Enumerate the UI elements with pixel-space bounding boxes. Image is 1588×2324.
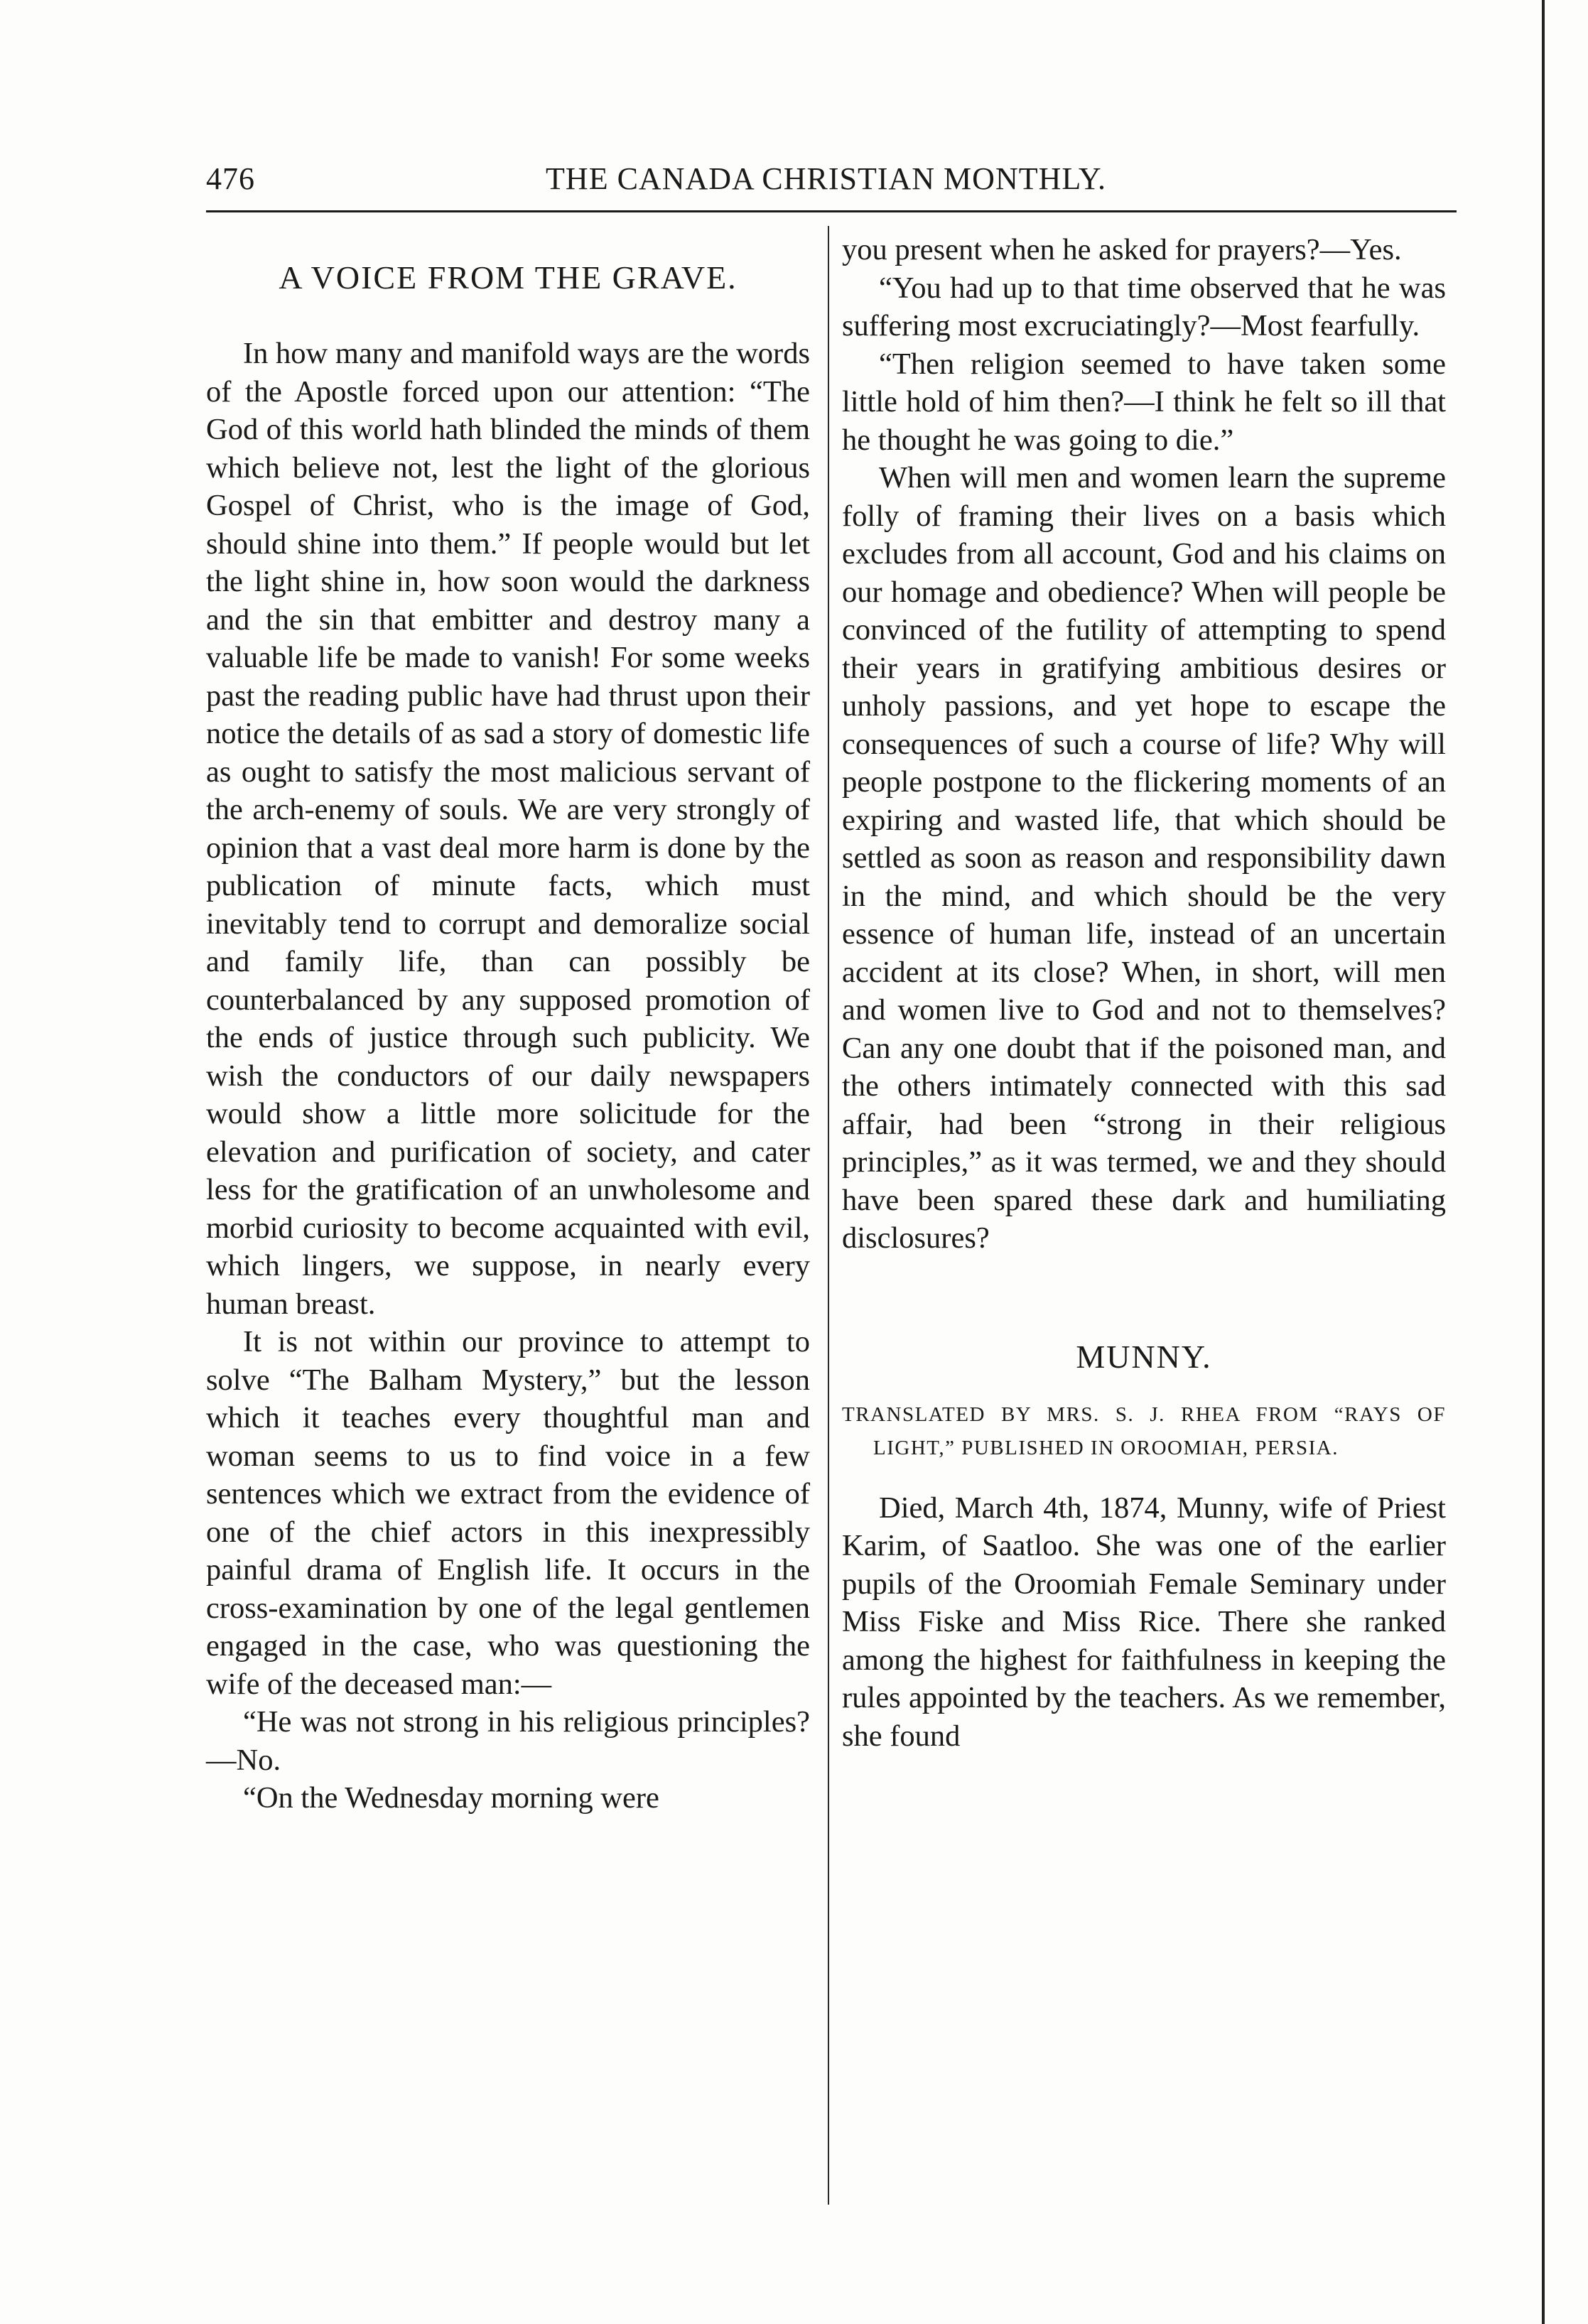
article-paragraph: “You had up to that time observed that he was suffering most excruciatingly?—Most fearfully. (842, 271, 1446, 342)
article-title-munny: MUNNY. (1076, 1338, 1212, 1375)
column-rule (828, 226, 829, 2205)
scan-edge-line (1542, 0, 1545, 2324)
article-paragraph: When will men and women learn the supreme folly of framing their lives on a basis which excludes from all account, God and his claims on our homage and obedience? When will people be convinced of the futility of attempting to spend their years in gratifying ambitious desires or unholy passions, and yet hope to escape the consequences of such a course of life? Why will people postpone to the flickering moments of an expiring and wasted life, that which should be settled as soon as reason and responsibility dawn in the mind, and which should be the very essence of human life, instead of an uncertain accident at its close? When, in short, will men and women live to God and not to themselves? Can any one doubt that if the poisoned man, and the others intimately connected with this sad affair, had been “strong in their religious principles,” as it was termed, we and they should have been spared these dark and humiliating disclosures? (842, 461, 1446, 1255)
article-byline: TRANSLATED BY MRS. S. J. RHEA FROM “RAYS OF LIGHT,” PUBLISHED IN OROOMIAH, PERSIA. (842, 1402, 1446, 1459)
article-paragraph-continued: you present when he asked for prayers?—Yes. (842, 233, 1402, 266)
right-column (842, 231, 1446, 1755)
running-head (206, 158, 1446, 200)
article-paragraph: Died, March 4th, 1874, Munny, wife of Priest Karim, of Saatloo. She was one of the earlier pupils of the Oroomiah Female Seminary under Miss Fiske and Miss Rice. There she ranked among the highest for faithfulness in keeping the rules appointed by the teachers. As we remember, she found (842, 1491, 1446, 1753)
page-number: 476 (206, 161, 255, 196)
article-paragraph: It is not within our province to attempt to solve “The Balham Mystery,” but the lesson which it teaches every thoughtful man and woman seems to us to find voice in a few sentences which we extract from the evidence of one of the chief actors in this inexpressibly painful drama of English life. It occurs in the cross-examination by one of the legal gentlemen engaged in the case, who was questioning the wife of the deceased man:— (206, 1325, 810, 1701)
article-paragraph: “On the Wednesday morning were (243, 1781, 659, 1815)
header-rule (206, 210, 1457, 212)
article-title-voice-from-the-grave: A VOICE FROM THE GRAVE. (279, 259, 738, 296)
journal-title: THE CANADA CHRISTIAN MONTHLY. (546, 161, 1106, 196)
article-paragraph: In how many and manifold ways are the words of the Apostle forced upon our attention: “The God of this world hath blinded the minds of them which believe not, lest the light of the glorious Gospel of Christ, who is the image of God, should shine into them.” If people would but let the light shine in, how soon would the darkness and the sin that embitter and destroy many a valuable life be made to vanish! For some weeks past the reading public have had thrust upon their notice the details of as sad a story of domestic life as ought to satisfy the most malicious servant of the arch-enemy of souls. We are very strongly of opinion that a vast deal more harm is done by the publication of minute facts, which must inevitably tend to corrupt and demoralize social and family life, than can possibly be counterbalanced by any supposed promotion of the ends of justice through such publicity. We wish the conductors of our daily newspapers would show a little more solicitude for the elevation and purification of society, and cater less for the gratification of an unwholesome and morbid curiosity to become acquainted with evil, which lingers, we suppose, in nearly every human breast. (206, 337, 810, 1321)
article-paragraph: “He was not strong in his religious principles?—No. (206, 1705, 810, 1777)
article-paragraph: “Then religion seemed to have taken some little hold of him then?—I think he felt so ill that he thought he was going to die.” (842, 347, 1446, 457)
left-column (206, 231, 810, 1817)
